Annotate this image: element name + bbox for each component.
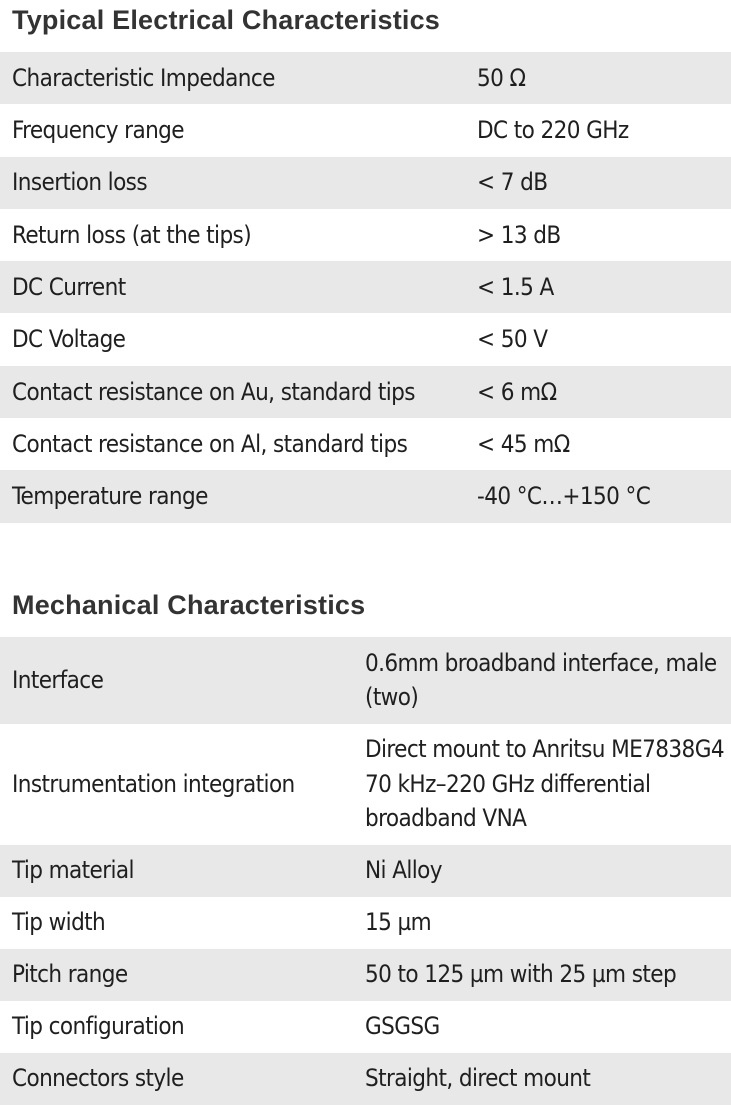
- spec-value: < 1.5 A: [477, 273, 554, 302]
- spec-value: Ni Alloy: [365, 856, 442, 885]
- spec-value: < 50 V: [477, 325, 548, 354]
- spec-label: Characteristic Impedance: [12, 63, 275, 92]
- table-row: [0, 313, 731, 365]
- table-row: [0, 418, 731, 470]
- spec-value: Direct mount to Anritsu ME7838G4 70 kHz–220 GHz differential broadband VNA: [365, 735, 724, 833]
- spec-label: Temperature range: [12, 482, 208, 511]
- spec-value: DC to 220 GHz: [477, 116, 629, 145]
- section-spacer: [0, 523, 731, 585]
- spec-label: Tip width: [12, 908, 106, 937]
- electrical-section-title: Typical Electrical Characteristics: [12, 5, 441, 35]
- spec-label: DC Voltage: [12, 325, 126, 354]
- table-row: [0, 637, 731, 724]
- spec-value: GSGSG: [365, 1012, 440, 1041]
- spec-value: < 6 mΩ: [477, 377, 557, 406]
- spec-label: Contact resistance on Al, standard tips: [12, 429, 408, 458]
- table-row: [0, 366, 731, 418]
- spec-value: -40 °C…+150 °C: [477, 482, 651, 511]
- spec-label: Frequency range: [12, 116, 184, 145]
- table-row: [0, 157, 731, 209]
- table-row: [0, 724, 731, 845]
- table-row: [0, 845, 731, 897]
- spec-label: Instrumentation integration: [12, 769, 295, 798]
- spec-value: < 7 dB: [477, 168, 548, 197]
- spec-label: Insertion loss: [12, 168, 147, 197]
- table-row: [0, 52, 731, 104]
- electrical-characteristics-table: [0, 52, 731, 523]
- spec-value: < 45 mΩ: [477, 429, 570, 458]
- spec-label: Interface: [12, 665, 104, 694]
- spec-label: DC Current: [12, 273, 126, 302]
- spec-label: Pitch range: [12, 960, 128, 989]
- table-row: [0, 1001, 731, 1053]
- spec-value: 50 Ω: [477, 63, 526, 92]
- spec-value: 15 µm: [365, 908, 432, 937]
- spec-label: Tip material: [12, 856, 134, 885]
- mechanical-characteristics-table: [0, 637, 731, 1105]
- spec-label: Contact resistance on Au, standard tips: [12, 377, 415, 406]
- table-row: [0, 470, 731, 522]
- table-row: [0, 949, 731, 1001]
- mechanical-section-title: Mechanical Characteristics: [12, 589, 366, 620]
- spec-value: 0.6mm broadband interface, male (two): [365, 648, 717, 712]
- spec-label: Tip configuration: [12, 1012, 185, 1041]
- spec-value: > 13 dB: [477, 220, 561, 249]
- table-row: [0, 897, 731, 949]
- table-row: [0, 104, 731, 156]
- table-row: [0, 261, 731, 313]
- spec-label: Connectors style: [12, 1064, 184, 1093]
- table-row: [0, 209, 731, 261]
- spec-value: 50 to 125 µm with 25 µm step: [365, 960, 677, 989]
- spec-value: Straight, direct mount: [365, 1064, 591, 1093]
- spec-label: Return loss (at the tips): [12, 220, 252, 249]
- table-row: [0, 1053, 731, 1105]
